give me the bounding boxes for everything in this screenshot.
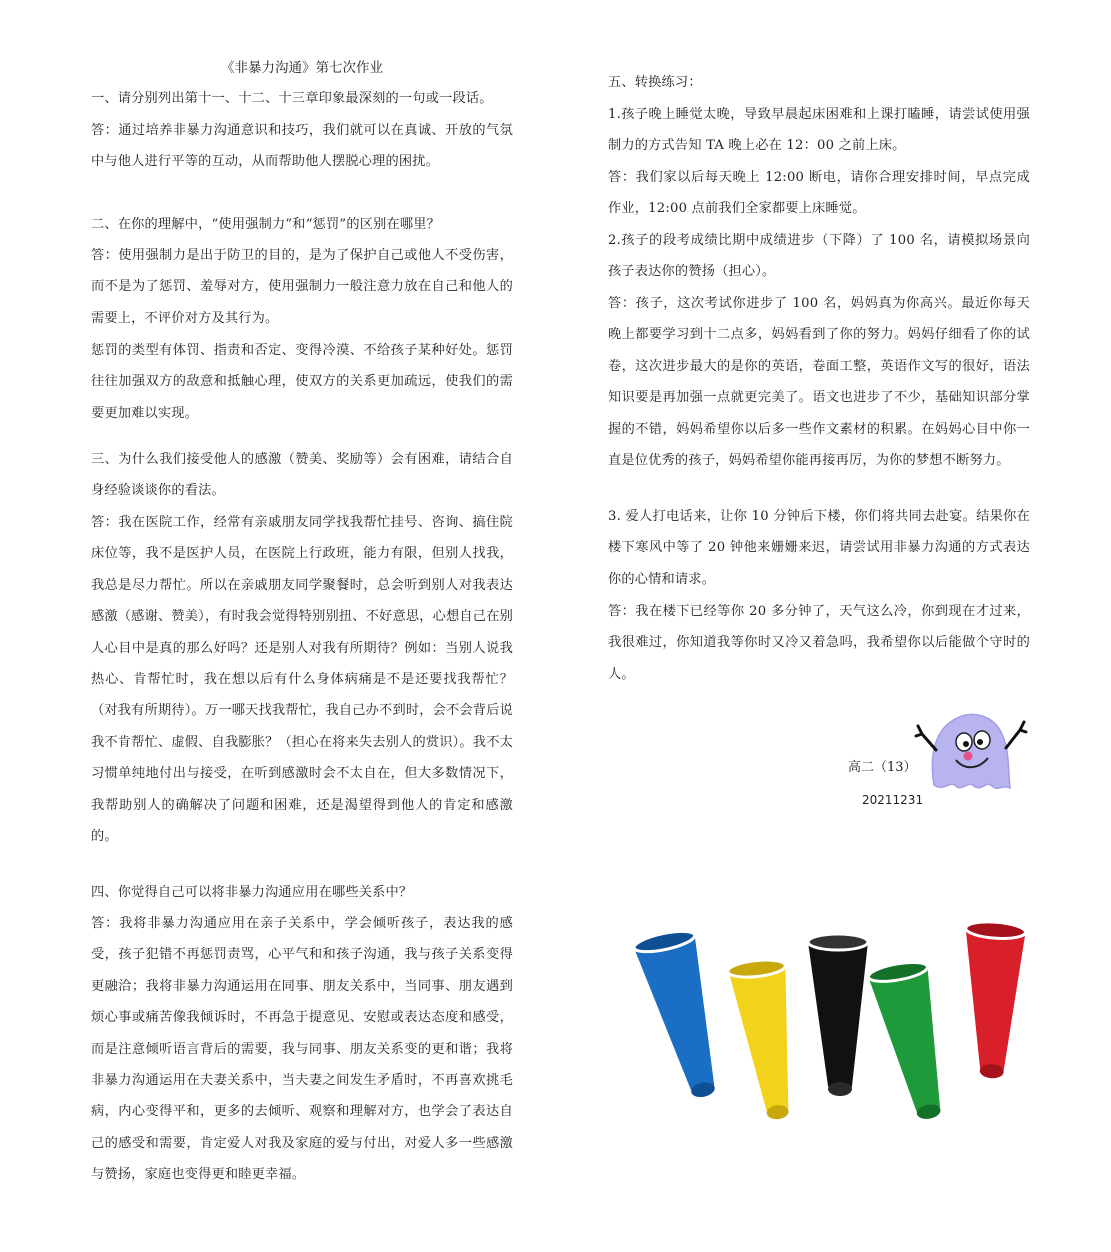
exercise-1: 1.孩子晚上睡觉太晚，导致早晨起床困难和上课打瞌睡，请尝试使用强制力的方式告知 TA 晚上必在 12：00 之前上床。 xyxy=(608,107,1030,154)
exercise-2-answer: 答：孩子，这次考试你进步了 100 名，妈妈真为你高兴。最近你每天晚上都要学习到十二点多，妈妈看到了你的努力。妈妈仔细看了你的试卷，这次进步最大的是你的英语，卷面工整，英语作文写的很好，语法知识要是再加强一点就更完美了。语文也进步了不少，基础知识部分掌握的不错，妈妈希望你以后多一些作文素材的积累。在妈妈心目中你一直是位优秀的孩子，妈妈希望你能再接再厉，为你的梦想不断努力。 xyxy=(608,296,1030,469)
document-title: 《非暴力沟通》第七次作业 xyxy=(221,60,383,76)
question-3: 三、为什么我们接受他人的感激（赞美、奖励等）会有困难，请结合自身经验谈谈你的看法。 xyxy=(91,452,513,499)
yellow-cup-icon xyxy=(727,958,801,1123)
answer-3: 答：我在医院工作，经常有亲戚朋友同学找我帮忙挂号、咨询、搞住院床位等，我不是医护人员，在医院上行政班，能力有限，但别人找我，我总是尽力帮忙。所以在亲戚朋友同学聚餐时，总会听到别人对我表达感激（感谢、赞美），有时我会觉得特别别扭、不好意思，心想自己在别人心目中是真的那么好吗？还是别人对我有所期待？例如：当别人说我热心、肯帮忙时，我在想以后有什么身体病痛是不是还要找我帮忙？（对我有所期待）。万一哪天找我帮忙，我自己办不到时，会不会背后说我不肯帮忙、虚假、自我膨胀？（担心在将来失去别人的赏识）。我不太习惯单纯地付出与接受，在听到感激时会不太自在，但大多数情况下，我帮助别人的确解决了问题和困难，还是渴望得到他人的肯定和感激的。 xyxy=(91,515,513,845)
answer-2: 答：使用强制力是出于防卫的目的，是为了保护自己或他人不受伤害，而不是为了惩罚、羞辱对方，使用强制力一般注意力放在自己和他人的需要上，不评价对方及其行为。 xyxy=(91,248,513,326)
exercise-1-answer: 答：我们家以后每天晚上 12:00 断电，请你合理安排时间，早点完成作业，12:00 点前我们全家都要上床睡觉。 xyxy=(608,170,1030,217)
black-cup-icon xyxy=(808,934,868,1096)
signature-date: 20211231 xyxy=(862,793,924,807)
colored-cups-illustration xyxy=(630,900,1050,1140)
ghost-doodle-icon xyxy=(912,700,1032,800)
answer-2-part-2: 惩罚的类型有体罚、指责和否定、变得冷漠、不给孩子某种好处。惩罚往往加强双方的敌意和抵触心理，使双方的关系更加疏远，使我们的需要更加难以实现。 xyxy=(91,343,513,421)
blue-cup-icon xyxy=(632,927,728,1104)
question-2: 二、在你的理解中，“使用强制力”和“惩罚”的区别在哪里？ xyxy=(91,217,441,232)
green-cup-icon xyxy=(867,959,954,1125)
question-4: 四、你觉得自己可以将非暴力沟通应用在哪些关系中？ xyxy=(91,885,413,900)
red-cup-icon xyxy=(955,920,1026,1080)
answer-1: 答：通过培养非暴力沟通意识和技巧，我们就可以在真诚、开放的气氛中与他人进行平等的互动，从而帮助他人摆脱心理的困扰。 xyxy=(91,123,513,170)
signature-class: 高二（13） xyxy=(848,760,917,775)
exercise-3: 3. 爱人打电话来，让你 10 分钟后下楼，你们将共同去赴宴。结果你在楼下寒风中等了 20 钟他来姗姗来迟，请尝试用非暴力沟通的方式表达你的心情和请求。 xyxy=(608,509,1030,587)
exercise-3-answer: 答：我在楼下已经等你 20 多分钟了，天气这么冷，你到现在才过来，我很难过，你知道我等你时又冷又着急吗，我希望你以后能做个守时的人。 xyxy=(608,604,1030,682)
question-5-heading: 五、转换练习： xyxy=(608,75,702,90)
question-1: 一、请分别列出第十一、十二、十三章印象最深刻的一句或一段话。 xyxy=(91,91,493,106)
exercise-2: 2.孩子的段考成绩比期中成绩进步（下降）了 100 名，请模拟场景向孩子表达你的赞扬（担心）。 xyxy=(608,233,1030,280)
answer-4: 答：我将非暴力沟通应用在亲子关系中，学会倾听孩子，表达我的感受，孩子犯错不再惩罚责骂，心平气和和孩子沟通，我与孩子关系变得更融洽；我将非暴力沟通运用在同事、朋友关系中，当同事、朋友遇到烦心事或痛苦像我倾诉时，不再急于提意见、安慰或表达态度和感受，而是注意倾听语言背后的需要，我与同事、朋友关系变的更和谐；我将非暴力沟通运用在夫妻关系中，当夫妻之间发生矛盾时，不再喜欢挑毛病，内心变得平和，更多的去倾听、观察和理解对方，也学会了表达自己的感受和需要，肯定爱人对我及家庭的爱与付出，对爱人多一些感激与赞扬，家庭也变得更和睦更幸福。 xyxy=(91,916,513,1183)
